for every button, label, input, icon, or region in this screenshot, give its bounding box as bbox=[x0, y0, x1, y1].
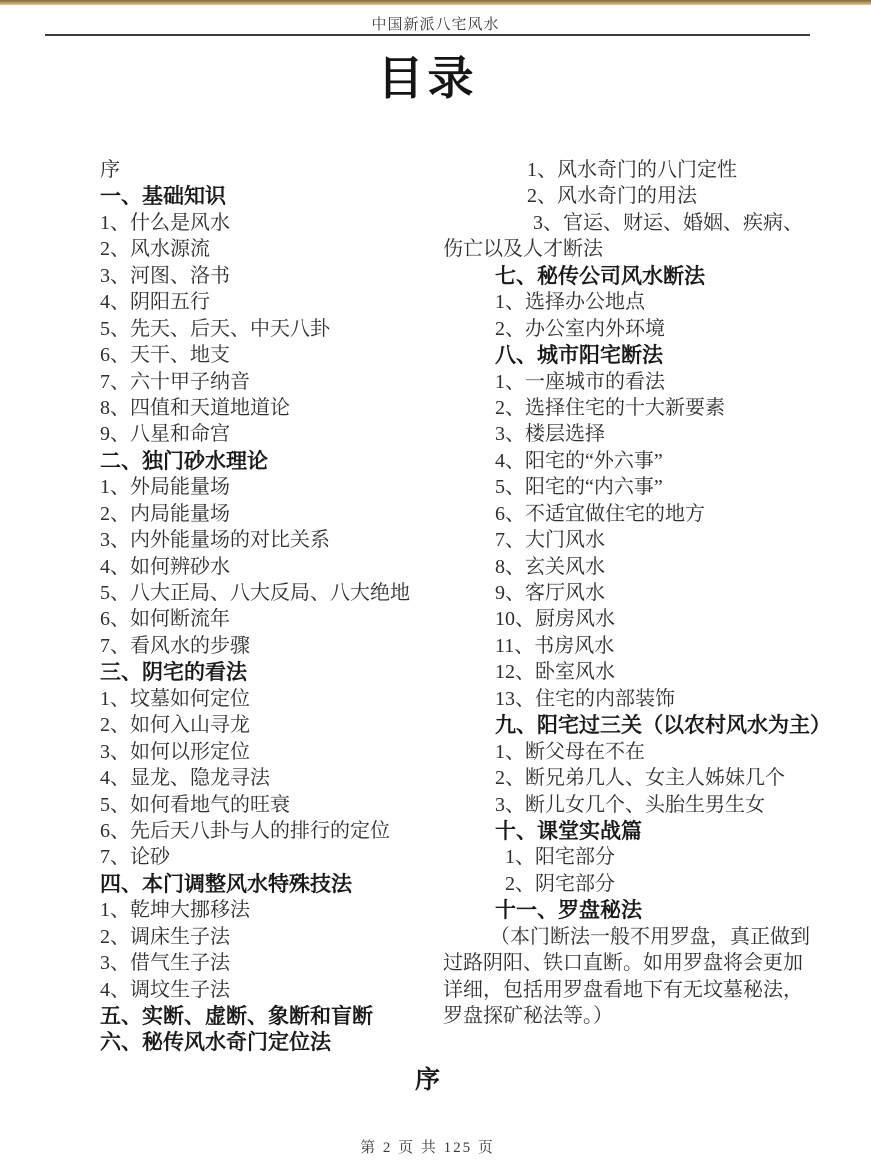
toc-item: 7、看风水的步骤 bbox=[100, 634, 250, 657]
toc-item: 6、不适宜做住宅的地方 bbox=[495, 502, 705, 525]
toc-item: 2、阴宅部分 bbox=[505, 872, 615, 895]
toc-item: 7、六十甲子纳音 bbox=[100, 370, 250, 393]
toc-section-heading: 四、本门调整风水特殊技法 bbox=[100, 871, 352, 896]
toc-item: 2、选择住宅的十大新要素 bbox=[495, 396, 725, 419]
toc-item: 2、风水源流 bbox=[100, 238, 210, 261]
top-accent-bar bbox=[0, 0, 871, 5]
toc-item: 2、调床生子法 bbox=[100, 925, 230, 948]
toc-item: 2、内局能量场 bbox=[100, 502, 230, 525]
toc-item: 5、如何看地气的旺衰 bbox=[100, 793, 290, 816]
toc-item: 11、书房风水 bbox=[495, 634, 615, 657]
toc-item: 1、断父母在不在 bbox=[495, 740, 645, 763]
toc-item: 1、一座城市的看法 bbox=[495, 370, 665, 393]
toc-item: 3、内外能量场的对比关系 bbox=[100, 529, 330, 552]
toc-item: 3、河图、洛书 bbox=[100, 264, 230, 287]
toc-item: 6、先后天八卦与人的排行的定位 bbox=[100, 819, 390, 842]
toc-item: 7、大门风水 bbox=[495, 529, 605, 552]
toc-item: 1、选择办公地点 bbox=[495, 291, 645, 314]
header-divider-line bbox=[45, 34, 810, 36]
toc-section-heading: 七、秘传公司风水断法 bbox=[495, 263, 705, 288]
toc-item: 4、阳宅的“外六事” bbox=[495, 449, 663, 472]
toc-item: 4、阴阳五行 bbox=[100, 291, 210, 314]
toc-section-heading: 十、课堂实战篇 bbox=[495, 818, 642, 843]
toc-item: 罗盘探矿秘法等。） bbox=[443, 1005, 613, 1027]
toc-item: 过路阴阳、铁口直断。如用罗盘将会更加 bbox=[443, 952, 803, 975]
toc-item: 1、坟墓如何定位 bbox=[100, 687, 250, 710]
toc-item: 1、外局能量场 bbox=[100, 476, 230, 499]
toc-item: 1、乾坤大挪移法 bbox=[100, 899, 250, 922]
toc-section-heading: 九、阳宅过三关（以农村风水为主） bbox=[495, 713, 831, 738]
toc-item: 序 bbox=[100, 159, 120, 181]
toc-item: 6、天干、地支 bbox=[100, 344, 230, 367]
toc-item: 3、官运、财运、婚姻、疾病、 bbox=[533, 211, 803, 234]
toc-item: 2、断兄弟几人、女主人姊妹几个 bbox=[495, 767, 785, 790]
toc-item: 4、调坟生子法 bbox=[100, 978, 230, 1001]
toc-item: 6、如何断流年 bbox=[100, 608, 230, 631]
toc-section-heading: 六、秘传风水奇门定位法 bbox=[100, 1030, 331, 1055]
toc-item: 8、玄关风水 bbox=[495, 555, 605, 578]
toc-item: 3、断儿女几个、头胎生男生女 bbox=[495, 793, 765, 816]
toc-section-heading: 八、城市阳宅断法 bbox=[495, 343, 663, 368]
toc-item: 12、卧室风水 bbox=[495, 661, 615, 684]
page-number-footer: 第 2 页 共 125 页 bbox=[360, 1140, 495, 1156]
toc-item: 1、阳宅部分 bbox=[505, 846, 615, 869]
toc-item: 8、四值和天道地道论 bbox=[100, 396, 290, 419]
toc-item: 7、论砂 bbox=[100, 846, 170, 869]
toc-right-column bbox=[443, 157, 831, 1029]
toc-item: 9、客厅风水 bbox=[495, 582, 605, 604]
toc-section-heading: 五、实断、虚断、象断和盲断 bbox=[100, 1004, 373, 1028]
toc-item: 13、住宅的内部装饰 bbox=[495, 687, 675, 710]
toc-item: 9、八星和命宫 bbox=[100, 423, 230, 446]
toc-item: 1、什么是风水 bbox=[100, 211, 230, 234]
toc-item: 3、如何以形定位 bbox=[100, 740, 250, 763]
toc-item: 2、如何入山寻龙 bbox=[100, 714, 250, 737]
toc-item: 2、风水奇门的用法 bbox=[527, 185, 697, 208]
toc-item: 伤亡以及人才断法 bbox=[443, 238, 603, 261]
toc-item: 5、八大正局、八大反局、八大绝地 bbox=[100, 582, 410, 604]
toc-item: 5、先天、后天、中天八卦 bbox=[100, 317, 330, 340]
toc-item: 5、阳宅的“内六事” bbox=[495, 476, 663, 499]
toc-item: 3、楼层选择 bbox=[495, 423, 605, 446]
toc-item: 1、风水奇门的八门定性 bbox=[527, 159, 737, 181]
toc-item: 10、厨房风水 bbox=[495, 608, 615, 631]
toc-item: （本门断法一般不用罗盘，真正做到 bbox=[490, 925, 810, 948]
section-heading-preface: 序 bbox=[414, 1067, 440, 1094]
page-title: 目录 bbox=[377, 53, 478, 104]
toc-section-heading: 十一、罗盘秘法 bbox=[495, 898, 642, 923]
toc-section-heading: 三、阴宅的看法 bbox=[100, 660, 247, 685]
toc-section-heading: 一、基础知识 bbox=[100, 184, 226, 209]
toc-section-heading: 二、独门砂水理论 bbox=[100, 448, 268, 473]
toc-item: 4、显龙、隐龙寻法 bbox=[100, 767, 270, 790]
document-header-title: 中国新派八宅风水 bbox=[371, 17, 500, 33]
toc-item: 4、如何辨砂水 bbox=[100, 555, 230, 578]
toc-item: 2、办公室内外环境 bbox=[495, 317, 665, 340]
toc-item: 详细，包括用罗盘看地下有无坟墓秘法， bbox=[443, 978, 803, 1001]
toc-item: 3、借气生子法 bbox=[100, 952, 230, 975]
toc-left-column bbox=[100, 157, 443, 1056]
